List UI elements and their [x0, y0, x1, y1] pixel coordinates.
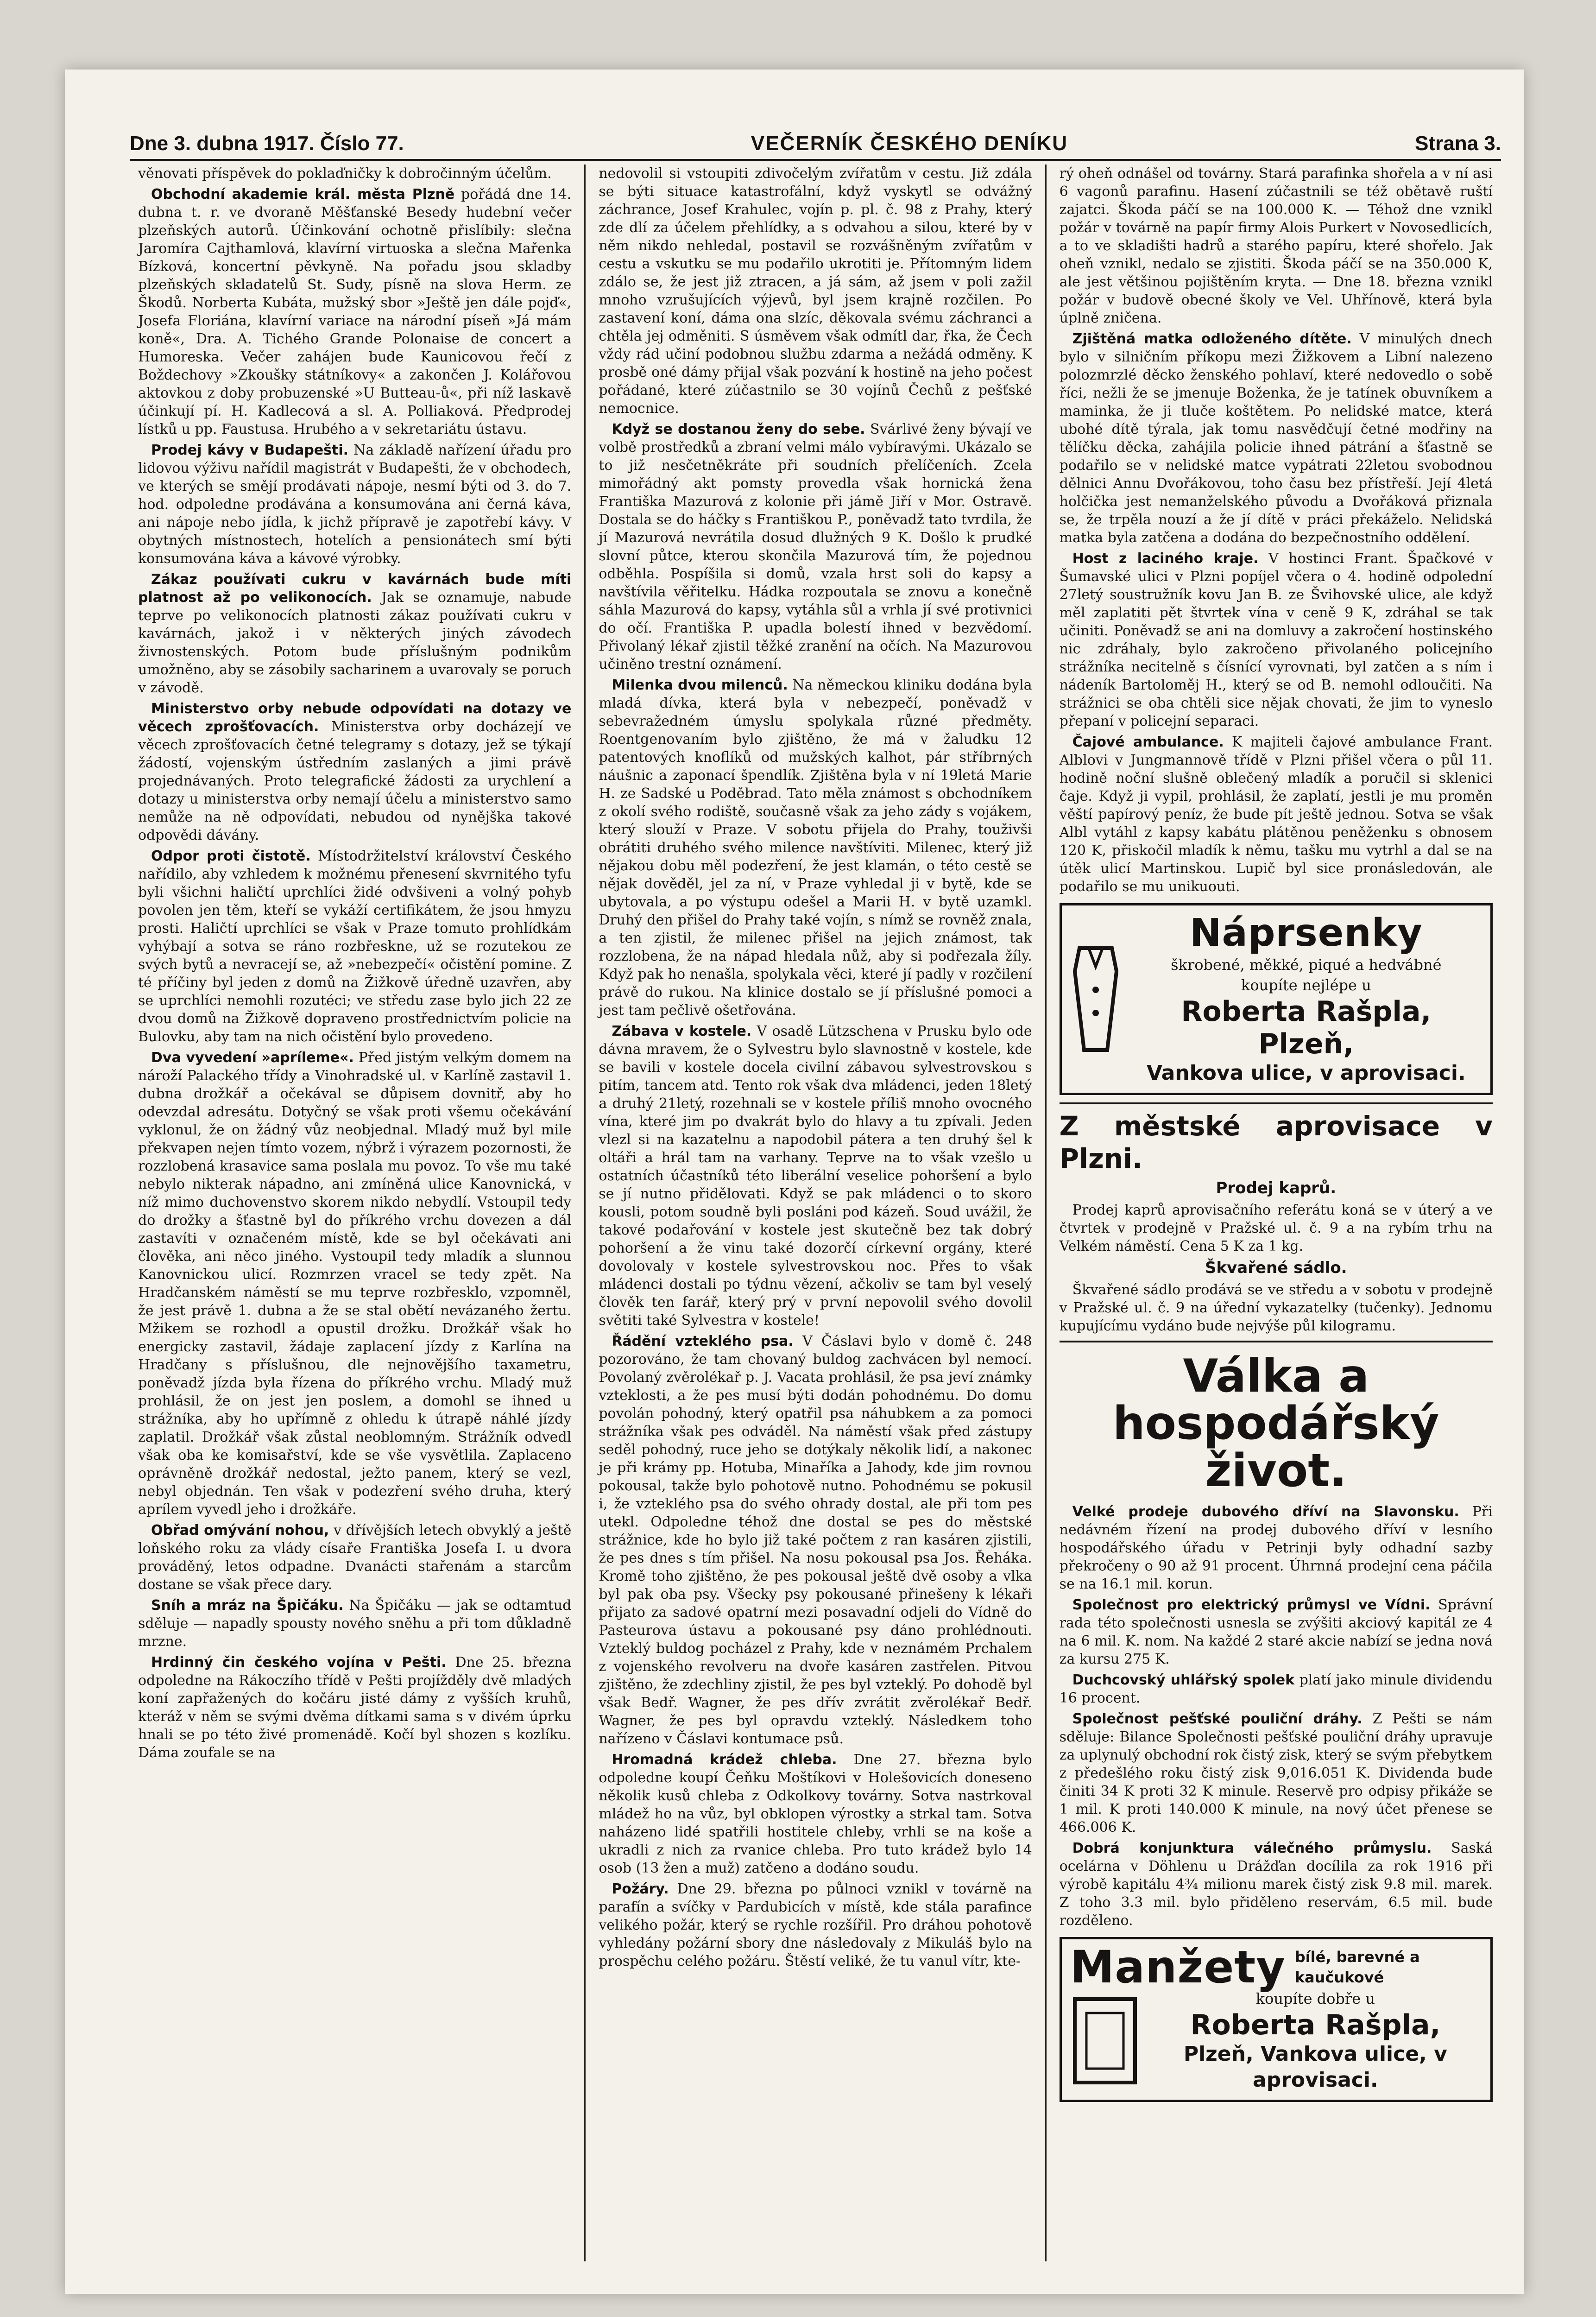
article-headline: Hromadná krádež chleba.	[612, 1752, 837, 1768]
article-text: Dne 27. března bylo odpoledne koupí Čeňku Moštíkovi v Holešovicích doneseno několik kusů chleba z Odkolkovy továrny. Sotva nastrkoval mládež ho na vůz, byl obklopen výrostky a strkal tam. Sotva naházeno lidé spatřili hostitele chleby, vrhli se na koše a ukradli z nich za rvanice chleba. Pro tuto krádež bylo 14 osob (13 žen a muž) zatčeno a dodáno soudu.	[599, 1752, 1032, 1876]
article-text: Dne 25. března odpoledne na Rákoczího třídě v Pešti projížděly dvě mladých koní zapřažených do kočáru jisté dámy z vyšších kruhů, kteráž v něm se svými dvěma dítkami sama s v divém úprku hnali se po této živé promenádě. Kočí byl shozen s kozlíku. Dáma zoufale se na	[138, 1654, 572, 1761]
article-headline: Host z laciného kraje.	[1072, 551, 1259, 567]
column-3-articles	[1060, 165, 1493, 896]
article-paragraph	[599, 1751, 1032, 1877]
page-header	[130, 123, 1501, 161]
ad3-line2: koupíte dobře u	[1255, 1990, 1375, 2007]
article-headline: Prodej kávy v Budapešti.	[151, 442, 349, 458]
article-headline: Když se dostanou ženy do sebe.	[612, 421, 865, 437]
article-columns	[125, 165, 1506, 2261]
article-paragraph	[138, 185, 571, 438]
article-headline: Dva vyvedení »apríleme«.	[151, 1050, 354, 1066]
article-paragraph	[138, 1521, 571, 1594]
ad3-title: Manžety	[1070, 1941, 1286, 1993]
article-paragraph	[1060, 550, 1493, 730]
article-text: věnovati příspěvek do poklaďničky k dobročinným účelům.	[138, 165, 552, 182]
article-paragraph	[138, 847, 571, 1046]
article-paragraph	[1060, 1671, 1493, 1707]
article-text: K majiteli čajové ambulance Frant. Alblovi v Jungmannově třídě v Plzni přišel včera o půl 11. hodině noční slušně oblečený mladík a poručil si sklenici čaje. Když ji vypil, prohlásil, že zaplatí, jestli je mu proměn věští papírový peníz, že bude pít ještě jednou. Sotva se však Albl vytáhl z kapsy kabátu plátěnou peněženku s obnosem 120 K, přiskočil mladík k němu, tašku mu vytrhl a dal se na útěk ulicí Martinskou. Lupič byl sice pronásledován, ale podařilo se mu unikuouti.	[1059, 734, 1493, 895]
article-paragraph	[138, 1596, 571, 1651]
article-headline: Hrdinný čin českého vojína v Pešti.	[151, 1654, 447, 1671]
article-text: Jak se oznamuje, nabude teprve po velikonocích platnosti zákaz používati cukru v kavárnách, jakož i v některých jiných závodech živnostenských. Potom bude příslušným podnikům umožněno, aby se zásobily sacharinem a uvarovaly se poruch v závodě.	[138, 589, 572, 696]
article-headline: Ministerstvo orby nebude odpovídati na dotazy ve věcech zprošťovacích.	[138, 701, 572, 735]
newspaper-title: VEČERNÍK ČESKÉHO DENÍKU	[751, 132, 1068, 155]
column-2	[584, 165, 1045, 2261]
article-paragraph	[138, 570, 571, 697]
article-paragraph	[599, 1022, 1032, 1329]
article-paragraph	[599, 165, 1032, 418]
issue-date: Dne 3. dubna 1917. Číslo 77.	[130, 132, 404, 155]
article-text: Na Špičáku — jak se odtamtud sděluje — napadly spousty nového sněhu a při tom důkladně mrzne.	[138, 1597, 572, 1650]
article-paragraph	[1060, 1839, 1493, 1930]
ad2-text2: Škvařené sádlo prodává se ve středu a v sobotu v prodejně v Pražské ul. č. 9 na úřední vykazatelky (tučenky). Jednomu kupujícímu vydáno bude nejvýše půl kilogramu.	[1059, 1282, 1493, 1334]
ad3-address: Plzeň, Vankova ulice, v aprovisaci.	[1183, 2042, 1447, 2092]
article-paragraph	[138, 1049, 571, 1519]
article-text: V osadě Lützschena v Prusku bylo ode dávna mravem, že o Sylvestru bylo slavnostně v kostele, kde se bavili v kostele docela civilní zábavou sylvestrovskou s pitím, tancem atd. Tento rok však dva mládenci, jeden 18letý a druhý 21letý, rozehnali se v kostele příliš mnoho ovocného vína, které jim po dvakrát bylo do hlavy a tu zpívali. Jeden vlezl si na kazatelnu a napodobil pátera a ten druhý šel k oltáři a hrál tam na varhany. Teprve na to však vzešlo u ostatních účastníků této liberální veselice pohoršení a bylo se jí nutno přidělovati. Když se pak mládenci o to skoro kousli, potom soudně byli posláni pod kázeň. Soud uvážil, že takové podařování v kostele jest skutečně bez tak dobrý pohoršení a že vinu také dozorčí církevní orgány, které dovolovaly v kostele sylvestrovskou noc. Přes to však mládenci dostali po týdnu vězení, ačkoliv se tam byl veselý člověk ten farář, který prý v první nepovolil svého dovolil světiti také Sylvestra v kostele!	[599, 1023, 1032, 1329]
article-paragraph	[1060, 1596, 1493, 1668]
article-headline: Dobrá konjunktura válečného průmyslu.	[1072, 1840, 1432, 1856]
article-paragraph	[1060, 330, 1493, 547]
article-text: Na německou kliniku dodána byla mladá dívka, která byla v nebezpečí, poněvadž v sebevražedném úmyslu spolykala různé předměty. Roentgenovaním bylo zjištěno, že má v žaludku 12 patentových knoflíků od mužských kalhot, pár stříbrných náušnic a zaponací špendlík. Zjištěna byla v ní 19letá Marie H. ze Sadské u Poděbrad. Tato měla známost s obchodníkem z okolí svého rodiště, současně však za jeho zády s vojákem, který slouží v Praze. V sobotu přijela do Prahy, touživši obrátiti druhého svého milence navštíviti. Milenec, který již nějakou dobu měl podezření, že jest klamán, o této cestě se nějak dověděl, jel za ní, v Praze vyhledal ji v bytě, kde se ubytovala, a po výstupu odešel a Marii H. v bytě uzamkl. Druhý den přišel do Prahy také vojín, s nímž se rovněž znala, a ten zjistil, že milenec přišel na jejich známost, tak rozzlobena, že na nápad hledala nůž, aby si podřezala žíly. Když pak ho nenašla, spolykala věci, které jí padly v rozčilení právě do rukou. Na klinice dostalo se jí příslušné pomoci a jest tam pečlivě ošetřována.	[599, 677, 1032, 1019]
article-text: Při nedávném řízení na prodej dubového dříví v lesního hospodářského úřadu v Petrinji byly odhadní sazby překročeny o 90 až 91 procent. Úhrnná prodejní cena páčila se na 16.1 mil. korun.	[1059, 1504, 1493, 1592]
column-3	[1045, 165, 1506, 2261]
article-paragraph	[1060, 1710, 1493, 1836]
article-paragraph	[1060, 733, 1493, 896]
article-headline: Duchcovský uhlářský spolek	[1072, 1672, 1295, 1688]
article-paragraph	[138, 1653, 571, 1762]
article-text: Svárlivé ženy bývají ve volbě prostředků a zbraní velmi málo vybíravými. Ukázalo se to již nesčetněkráte při soudních přelíčeních. Zcela mimořádný akt pomsty provedla však hornická žena Františka Mazurová z kolonie při jámě Jiří v Mor. Ostravě. Dostala se do háčky s Františkou P., poněvadž tato tvrdila, že jí Mazurová nevrátila dosud dlužných 9 K. Došlo k prudké slovní půtce, kterou skončila Mazurová tím, že pojednou odběhla. Pospíšila si domů, vzala hrst soli do kapsy a navštívila věřitelku. Hádka rozpoutala se znovu a konečně sáhla Mazurová do kapsy, vytáhla sůl a vrhla jí své protivnici do očí. Františka P. upadla bolestí ihned v bezvědomí. Přivolaný lékař zjistil těžké zranění na očích. Na Mazurovou učiněno trestní oznámení.	[599, 421, 1032, 672]
ad1-line2: koupíte nejlépe u	[1241, 976, 1371, 994]
advert-naprsenky	[1060, 903, 1493, 1095]
article-paragraph	[1060, 165, 1493, 327]
article-paragraph	[138, 700, 571, 844]
article-text: V Čáslavi bylo v domě č. 248 pozorováno, že tam chovaný buldog zachvácen byl nemocí. Povolaný zvěrolékař p. J. Vacata prohlásil, že psa jeví známky vzteklosti, a že pes musí býti dodán pohodnému. Do domu povolán pohodný, který opatřil psa náhubkem a za pomoci strážníka však pes odváděl. Na náměstí však před zástupy seděl pohodný, ruce jeho se dotýkaly několik lidí, a nakonec je při krámy pp. Hotuba, Minaříka a Jahody, kde jim rovnou pokousal, takže bylo pohotově nutno. Pohodnému se pokusil i, že vzteklého psa do svého ohrady dostal, ale při tom pes utekl. Odpoledne téhož dne dostal se pes do městské strážnice, kde ho bylo již také počtem z ran kasáren zjistili, že pes dnes s tím přišel. Na nosu pokousal psa Jos. Řeháka. Kromě toho zjištěno, že pes pokousal ještě dvě osoby a vlka byl pak oba psy. Všecky psy pokousané přinešeny k lékaři přijato za sadové opatrní mezi posavadní odjeli do Vídně do Pasteurova ústavu a pokousané psy dáno prohlédnouti. Vzteklý buldog pocházel z Prahy, kde v neznámém Prchalem z vojenského revolveru na dvoře kasáren zastřelen. Pitvou zjištěno, že zdechliny zjistil, že pes byl vzteklý. Po dohodě byl však Bedř. Wagner, že pes dřív zvrátit zvěrolékař Bedř. Wagner, že pes byl opravdu vzteklý. Následkem toho nařízeno v Čáslavi kontumace psů.	[599, 1333, 1032, 1747]
article-text: V hostinci Frant. Špačkové v Šumavské ulici v Plzni popíjel včera o 4. hodině odpolední 27letý soustružník kovu Jan B. ze Švihovské ulice, ale když měl zaplatiti pět štvrtek vína v ceně 9 K, zdráhal se tak učiniti. Poněvadž se ani na domluvy a zakročení hostinského nic zdráhaly, bylo zakročeno přivolaného policejního strážníka necitelně s čísnící vyrovnati, byl zatčen a s ním i nádeník Bartoloměj H., který se od B. nemohl odloučiti. Na strážnici se oba chtěli sice nějak chovati, že jim to vyneslo přepaní v policejní separaci.	[1059, 551, 1493, 729]
column-1	[125, 165, 584, 2261]
article-headline: Požáry.	[612, 1881, 669, 1897]
article-text: Z Pešti se nám sděluje: Bilance Společnosti pešťské pouliční dráhy upravuje za uplynulý obchodní rok čistý zisk, který se svým přebytkem z předešlého roku čistý zisk 9,016.051 K. Dividenda bude činiti 34 K proti 32 K minule. Reservě pro odpisy přikáže se 1 mil. K proti 140.000 K minule, na nový účet přenese se 466.006 K.	[1059, 1711, 1493, 1836]
article-text: Místodržitelství království Českého nařídilo, aby vzhledem k možnému přenesení skvrnitého tyfu byli všichni haličtí uprchlíci židé odvšiveni a volný pohyb povolen jen těm, kteří se vykáží certifikátem, že jsou hmyzu prosti. Haličtí uprchlíci se však v Praze tomuto prohlídkám vyhýbají a sotva se ráno rozbřeskne, už se rozutekou ze svých bytů a nevracejí se, až »nebezpečí« očistění pomine. Z té příčiny byl jeden z domů na Žižkově úředně uzavřen, aby se uprchlíci nemohli rozutéci; ve středu zase bylo jich 22 ze dvou domů na Žižkově dopraveno prostřednictvím policie na Bulovku, aby tam na nich očistění bylo provedeno.	[138, 848, 572, 1045]
ad1-title: Náprsenky	[1189, 911, 1423, 955]
article-paragraph	[599, 1332, 1032, 1748]
article-paragraph	[599, 676, 1032, 1019]
divider	[1060, 1341, 1493, 1342]
article-text: rý oheň odnášel od továrny. Stará parafinka shořela a v ní asi 6 vagonů parafinu. Hasení zúčastnili se též obětavě ruští zajatci. Škoda páčí se na 100.000 K. — Téhož dne vznikl požár v továrně na papír firmy Alois Purkert v Novosedlicích, a to ve skladišti hadrů a starého papíru, které shořelo. Jak oheň vznikl, nedalo se zjistiti. Škoda páčí se na 350.000 K, ale jest většinou pojištěním kryta. — Dne 18. března vznikl požár v budově obecné školy ve Vel. Uhřínově, která byla úplně zničena.	[1059, 165, 1493, 326]
article-headline: Odpor proti čistotě.	[151, 848, 311, 864]
advert-manzety	[1060, 1937, 1493, 2102]
article-headline: Zákaz používati cukru v kavárnách bude míti platnost až po velikonocích.	[138, 571, 572, 606]
article-text: Na základě nařízení úřadu pro lidovou výživu nařídil magistrát v Budapešti, že v obchodech, ve kterých se smějí prodávati nápoje, nesmí býti od 3. do 7. hod. odpoledne prodávána a konsumována ani černá káva, ani nápoje nebo jídla, k jichž přípravě je zapotřebí kávy. V obytných místnostech, hotelích a pensionátech smí býti konsumována káva a kávové výrobky.	[138, 442, 572, 567]
war-economy-articles	[1060, 1503, 1493, 1930]
article-text: Před jistým velkým domem na nároží Palackého třídy a Vinohradské ul. v Karlíně zastavil 1. dubna drožkář a očekával se důpisem dovnitř, aby ho odevzdal adresátu. Dotyčný se však proti všemu očekávání vyklonul, že on žádný vůz neobjednal. Mladý muž byl mile překvapen nejen tímto vozem, nýbrž i výrazem pozornosti, že rozzlobená krasavice sama poslala mu povoz. To vše mu také nebylo nikterak nápadno, ani zmíněná ulice Kanovnická, v níž mimo duchovenstvo skorem nikdo nebydlí. Vstoupil tedy do drožky a šťastně byl do příkrého vrchu dovezen a dál zastavíti v označeném místě, kde se byl očekávati ani člověka, ani něco jiného. Vystoupil tedy mladík a slunnou Kanovnickou ulicí. Rozmrzen vracel se tedy zpět. Na Hradčanském náměstí se mu teprve rozbřesklo, vzpomněl, že jest právě 1. dubna a že se stal obětí nevázaného žertu. Mžikem se rozhodl a opustil drožku. Drožkář však ho energicky zastavil, žádaje zaplacení jízdy z Karlína na Hradčany s příslušnou, dle nejnovějšího taxametru, poněvadž jízda byla řízena do příkrého vrchu. Mladý muž prohlásil, že on jest jen poslem, a domohl se ihned u strážníka, aby ho upřímně z ohledu k útrapě náhlé jízdy zaplatil. Drožkář však zůstal neoblomným. Strážník odvedl však oba ke komisařství, kde se vše vysvětlila. Zaplaceno oprávněně drožkář nedostal, ježto panem, který se vezl, nebyl objednán. Ten však v podezření svého druha, který aprílem vyvedl jeho i drožkáře.	[138, 1050, 572, 1518]
ad2-sub2: Škvařené sádlo.	[1205, 1259, 1347, 1277]
article-paragraph	[138, 165, 571, 183]
ad1-line1: škrobené, měkké, piqué a hedvábné	[1171, 956, 1442, 974]
article-headline: Zjištěná matka odloženého dítěte.	[1072, 331, 1352, 347]
article-headline: Obchodní akademie král. města Plzně	[151, 186, 455, 203]
ad1-address: Vankova ulice, v aprovisaci.	[1146, 1061, 1466, 1085]
article-paragraph	[599, 420, 1032, 673]
article-headline: Milenka dvou milenců.	[612, 677, 788, 693]
article-paragraph	[599, 1880, 1032, 1970]
article-text: Správní rada této společnosti usnesla se zvýšiti akciový kapitál ze 4 na 6 mil. K. nom. Na každé 2 staré akcie nabízí se jedna nová za kursu 275 K.	[1059, 1597, 1493, 1667]
article-text: pořádá dne 14. dubna t. r. ve dvoraně Měšťanské Besedy hudební večer plzeňských autorů. Účinkování ochotně přislíbily: slečna Jaromíra Cajthamlová, klavírní virtuoska a slečna Mařenka Bízková, koncertní pěvkyně. Na pořadu jsou skladby plzeňských skladatelů St. Sudy, písně na slova Herm. ze Škodů. Norberta Kubáta, mužský sbor »Ještě jen dále pojď«, Josefa Floriána, klavírní variace na národní píseň »Já mám koně«, Dra. A. Tichého Grande Polonaise de concert a Humoreska. Večer zahájen bude Kaunicovou řečí z Boždechovy »Zkoušky státníkovy« a zakončen J. Kolářovou aktovkou z doby probuzenské »U Butteau-ů«, při níž laskavě účinkují pí. H. Kadlecová a sl. A. Polliaková. Předprodej lístků u pp. Faustusa. Hrubého a v sekretariátu ústavu.	[138, 186, 572, 437]
article-headline: Řádění vzteklého psa.	[612, 1333, 794, 1349]
article-headline: Sníh a mráz na Špičáku.	[151, 1597, 344, 1614]
article-text: nedovolil si vstoupiti zdivočelým zvířatům v cestu. Již zdála se býti situace katastrofální, když vyskytl se odvážný záchrance, Josef Krahulec, vojín p. pl. č. 98 z Prahy, který zde dlí za účelem přehlídky, a s odvahou a silou, které by v něm nikdo nehledal, postavil se rozvášněným zvířatům v cestu a vskutku se mu podařilo ukrotiti je. Přítomným lidem zdálo se, že jest již ztracen, a já sám, až jsem v poli zažil mnoho vzrušujících výjevů, byl jsem krajně rozčilen. Po zastavení koní, dáma ona slzíc, děkovala svému záchranci a chtěla jej odměniti. S úsměvem však odmítl dar, řka, že Čech vždy rád učiní podobnou službu zdarma a nežádá odměny. K prosbě oné dámy přijal však pozvání k hostině na jeho počest pořádané, které zúčastnilo se 30 vojínů Čechů z pešťské nemocnice.	[599, 165, 1032, 417]
ad3-line1: bílé, barevné a kaučukové	[1294, 1948, 1420, 1986]
divider	[1060, 1102, 1493, 1104]
ad1-company: Roberta Rašpla, Plzeň,	[1181, 995, 1432, 1060]
article-headline: Velké prodeje dubového dříví na Slavonsku.	[1072, 1504, 1459, 1520]
article-headline: Zábava v kostele.	[612, 1023, 752, 1039]
article-paragraph	[1060, 1503, 1493, 1593]
page-number: Strana 3.	[1415, 132, 1501, 155]
article-text: V minulých dnech bylo v silničním příkopu mezi Žižkovem a Libní nalezeno polozmrzlé děcko ženského pohlaví, které nedovedlo o sobě říci, nežli že se jmenuje Boženka, že je tatínek obuvníkem a maminka, že ji tluče koštětem. Po nelidské matce, která ubohé dítě týrala, jak tomu nasvědčují četné modřiny na tělíčku děcka, zahájila policie ihned pátrání a šťastně se podařilo se v nelidské matce vypátrati 22letou svobodnou dělnici Annu Dvořákovou, toho času bez přístřeší. Její 4letá holčička jest nemanželského původu a Dvořáková přiznala se, že trpěla nouzí a že jí dítě v práci překáželo. Nelidská matka byla zatčena a dodána do bezpečnostního oddělení.	[1059, 331, 1493, 546]
cuff-box-icon	[1070, 1994, 1140, 2087]
article-headline: Čajové ambulance.	[1072, 734, 1224, 750]
article-headline: Společnost pro elektrický průmysl ve Vídni.	[1072, 1597, 1431, 1613]
article-text: Saská ocelárna v Döhlenu u Drážďan docílila za rok 1916 při výrobě kapitálu 4¾ milionu marek čistý zisk 9.8 mil. marek. Z toho 3.3 mil. bylo přiděleno reservám, 6.5 mil. bude rozděleno.	[1059, 1840, 1493, 1929]
ad3-company: Roberta Rašpla,	[1190, 2009, 1441, 2041]
article-text: v dřívějších letech obvyklý a ještě loňského roku za vlády císaře Františka Josefa I. u dvora prováděný, letos odpadne. Dvanácti stařenám a starcům dostane se však přece dary.	[138, 1522, 572, 1593]
ad2-title: Z městské aprovisace v Plzni.	[1059, 1110, 1493, 1174]
war-economy-title: Válka a hospodářský život.	[1112, 1350, 1439, 1497]
shirt-front-icon	[1070, 943, 1121, 1055]
article-paragraph	[138, 441, 571, 568]
article-text: Ministerstva orby docházejí ve věcech zprošťovacích četné telegramy s dotazy, jež se týkají žádostí, vojenským ústředním zaslaných a jimi právě projednávaných. Proto telegrafické žádosti za urychlení a dotazy u ministerstva orby nemají účelu a ministerstvo samo nemůže na ně odpovídati, nebudou od nynějška takové odpovědi dávány.	[138, 719, 572, 843]
newspaper-page	[65, 70, 1524, 2294]
article-headline: Obřad omývání nohou,	[151, 1522, 329, 1538]
ad2-text1: Prodej kaprů aprovisačního referátu koná se v úterý a ve čtvrtek v prodejně v Pražské ul. č. 9 a na rybím trhu na Velkém náměstí. Cena 5 K za 1 kg.	[1059, 1202, 1493, 1254]
article-headline: Společnost pešťské pouliční dráhy.	[1072, 1711, 1363, 1727]
article-text: Dne 29. března po půlnoci vznikl v továrně na parafín a svíčky v Pardubicích v místě, kde stála parafince velikého požár, který se rychle rozšířil. Pro dráhou pohotově vyhledány požární sbory dne následovaly z Mikuláš bylo na prospěchu celého požáru. Štěstí veliké, že tu vanul vítr, kte-	[599, 1881, 1032, 1969]
article-text: platí jako minule dividendu 16 procent.	[1059, 1672, 1493, 1706]
advert-aprovisace	[1060, 1110, 1493, 1335]
ad2-sub1: Prodej kaprů.	[1216, 1179, 1337, 1197]
